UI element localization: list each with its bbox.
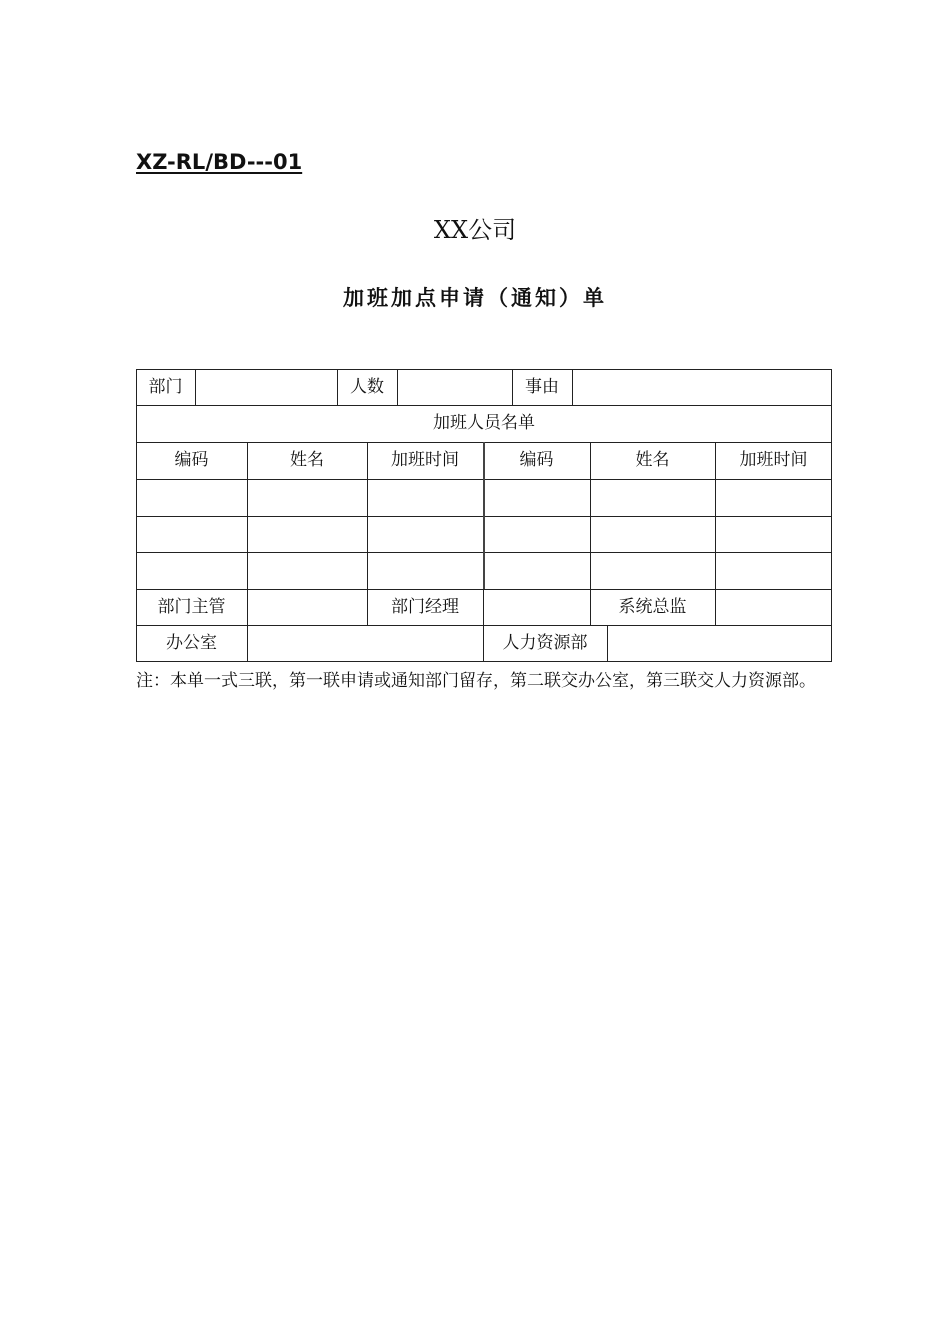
reason-field[interactable]: [573, 370, 831, 405]
dept-label: 部门: [148, 377, 183, 397]
count-label: 人数: [350, 377, 384, 397]
header-code: 编码: [519, 450, 554, 470]
document-code: XZ-RL/BD---01: [136, 150, 303, 174]
list-title: 加班人员名单: [433, 413, 535, 433]
table-row-1-name[interactable]: [248, 480, 367, 516]
footnote: 注：本单一式三联，第一联申请或通知部门留存，第二联交办公室，第三联交人力资源部。: [136, 671, 816, 691]
office-label: 办公室: [166, 633, 217, 653]
overtime-form-table: [136, 369, 832, 662]
manager-field[interactable]: [484, 590, 590, 625]
hr-field[interactable]: [608, 626, 831, 661]
supervisor-field[interactable]: [248, 590, 367, 625]
form-title: 加班加点申请（通知）单: [343, 286, 607, 310]
dept-field[interactable]: [196, 370, 337, 405]
table-row-1-name-right[interactable]: [591, 480, 715, 516]
table-row-3-time-right[interactable]: [716, 553, 831, 589]
manager-label: 部门经理: [391, 597, 459, 617]
table-row-3-code[interactable]: [137, 553, 247, 589]
table-row-3-name[interactable]: [248, 553, 367, 589]
header-overtime: 加班时间: [739, 450, 808, 470]
header-name: 姓名: [635, 450, 670, 470]
reason-label: 事由: [525, 377, 559, 397]
table-row-1-time[interactable]: [368, 480, 483, 516]
table-row-3-code-right[interactable]: [485, 553, 590, 589]
count-field[interactable]: [398, 370, 512, 405]
table-row-2-code-right[interactable]: [485, 517, 590, 552]
table-row-1-code-right[interactable]: [485, 480, 590, 516]
header-overtime: 加班时间: [391, 450, 459, 470]
table-row-2-time-right[interactable]: [716, 517, 831, 552]
table-row-1-code[interactable]: [137, 480, 247, 516]
hr-label: 人力资源部: [502, 633, 588, 653]
table-row-3-time[interactable]: [368, 553, 483, 589]
header-name: 姓名: [290, 450, 324, 470]
supervisor-label: 部门主管: [157, 597, 226, 617]
director-label: 系统总监: [618, 597, 687, 617]
table-row-3-name-right[interactable]: [591, 553, 715, 589]
director-field[interactable]: [716, 590, 831, 625]
table-row-2-name-right[interactable]: [591, 517, 715, 552]
header-code: 编码: [174, 450, 209, 470]
table-row-2-time[interactable]: [368, 517, 483, 552]
company-name: XX公司: [433, 216, 517, 244]
table-row-1-time-right[interactable]: [716, 480, 831, 516]
table-row-2-code[interactable]: [137, 517, 247, 552]
office-field[interactable]: [248, 626, 483, 661]
table-row-2-name[interactable]: [248, 517, 367, 552]
